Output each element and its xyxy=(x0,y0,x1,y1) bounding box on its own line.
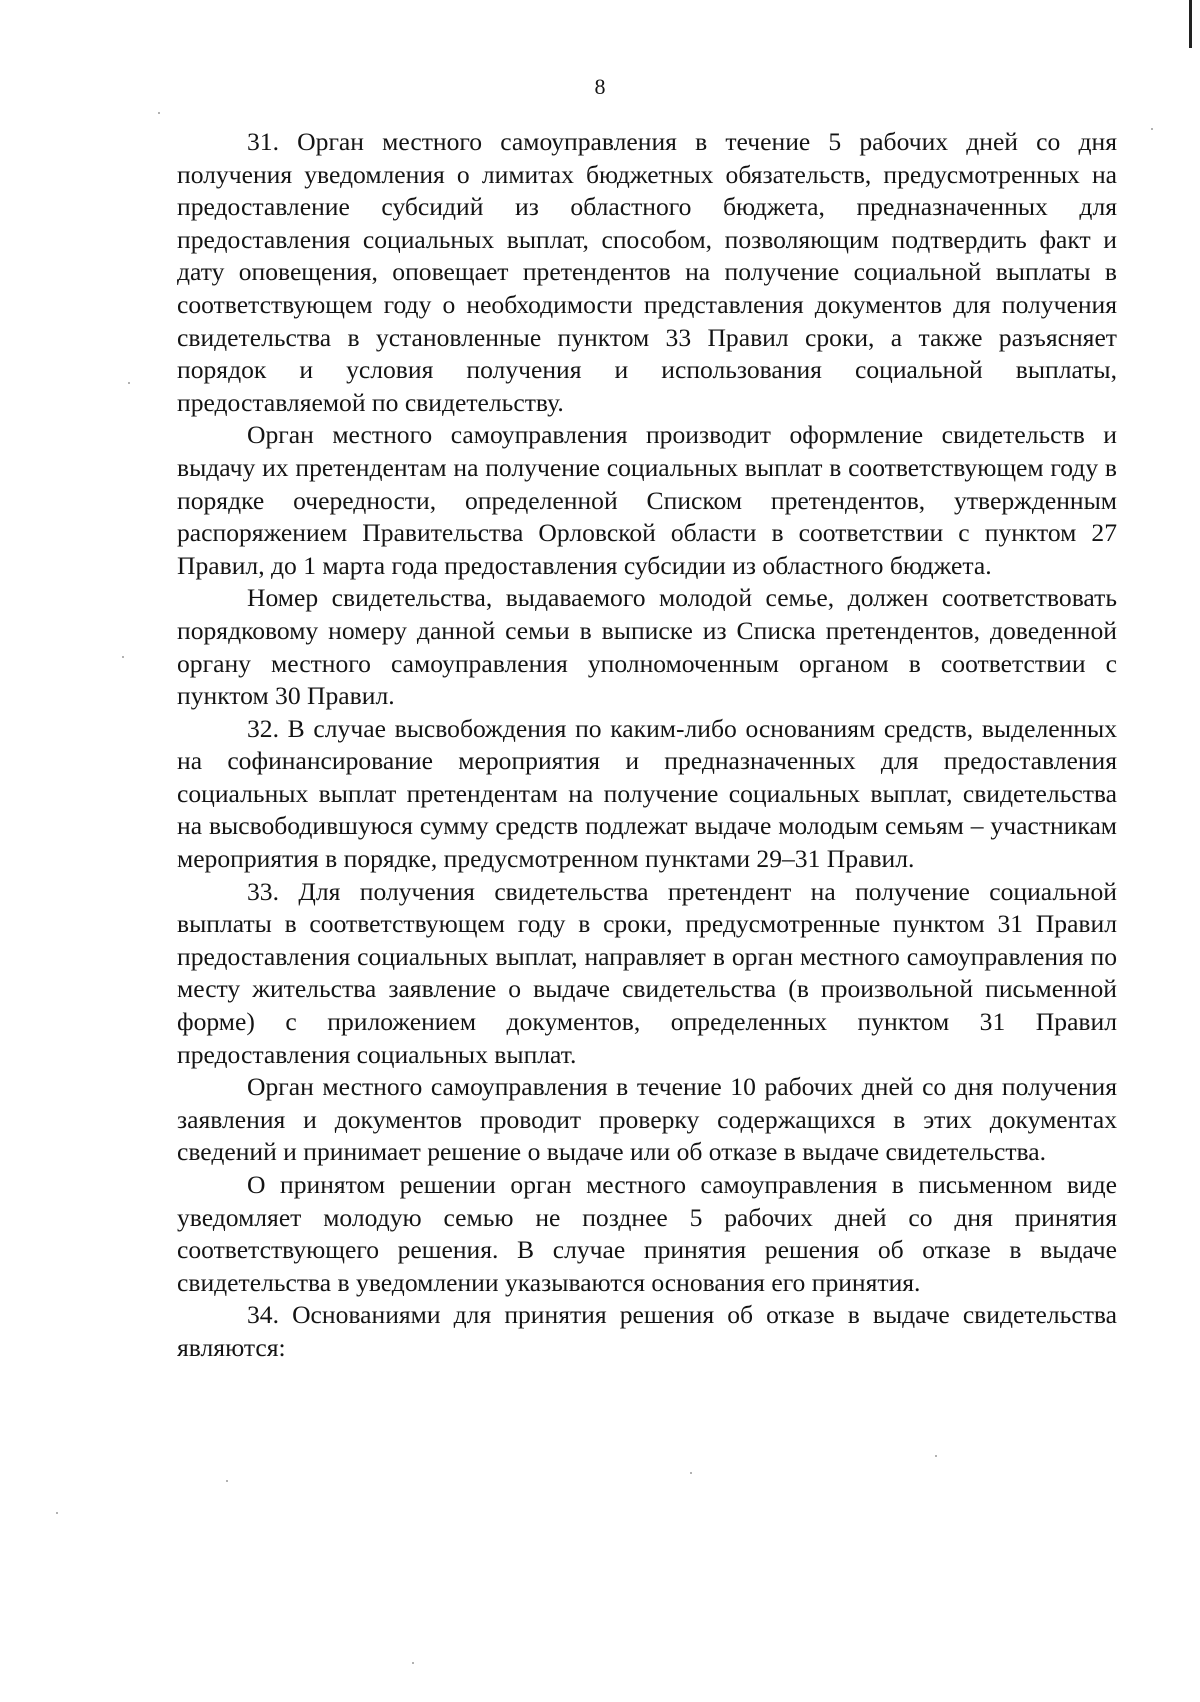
document-body xyxy=(177,126,1117,1365)
scan-speck xyxy=(122,656,124,658)
paragraph-33-notification: О принятом решении орган местного самоуправления в письменном виде уведомляет молодую семью не позднее 5 рабочих дней со дня принятия соответствующего решения. В случае принятия решения об отказе в выдаче свидетельства в уведомлении указываются основания его принятия. xyxy=(177,1170,1117,1297)
paragraph-31-number: Номер свидетельства, выдаваемого молодой семье, должен соответствовать порядковому номеру данной семьи в выписке из Списка претендентов, доведенной органу местного самоуправления уполномоченным органом в соответствии с пунктом 30 Правил. xyxy=(177,583,1117,711)
paragraph-33-review: Орган местного самоуправления в течение 10 рабочих дней со дня получения заявления и документов проводит проверку содержащихся в этих документах сведений и принимает решение о выдаче или об отказе в выдаче свидетельства. xyxy=(177,1072,1117,1167)
scan-speck xyxy=(158,112,160,114)
paragraph-31-issuance: Орган местного самоуправления производит оформление свидетельств и выдачу их претендентам на получение социальных выплат в соответствующем году в порядке очередности, определенной Списком претендентов, утвержденным распоряжением Правительства Орловской области в соответствии с пунктом 27 Правил, до 1 марта года предоставления субсидии из областного бюджета. xyxy=(177,420,1117,580)
scan-speck xyxy=(226,1480,228,1482)
paragraph-32: 32. В случае высвобождения по каким-либо основаниям средств, выделенных на софинансирование мероприятия и предназначенных для предоставления социальных выплат претендентам на получение социальных выплат, свидетельства на высвободившуюся сумму средств подлежат выдаче молодым семьям – участникам мероприятия в порядке, предусмотренном пунктами 29–31 Правил. xyxy=(177,713,1117,874)
scan-speck xyxy=(412,1662,414,1664)
scan-speck xyxy=(1151,128,1153,130)
scan-edge-mark xyxy=(1189,0,1192,48)
scan-speck xyxy=(690,1472,692,1474)
scan-speck xyxy=(935,1455,937,1457)
page-number: 8 xyxy=(594,74,606,99)
paragraph-33: 33. Для получения свидетельства претендент на получение социальной выплаты в соответствующем году в сроки, предусмотренные пунктом 31 Правил предоставления социальных выплат, направляет в орган местного самоуправления по месту жительства заявление о выдаче свидетельства (в произвольной письменной форме) с приложением документов, определенных пунктом 31 Правил предоставления социальных выплат. xyxy=(177,876,1117,1069)
scan-speck xyxy=(128,382,130,384)
paragraph-31: 31. Орган местного самоуправления в течение 5 рабочих дней со дня получения уведомления о лимитах бюджетных обязательств, предусмотренных на предоставление субсидий из областного бюджета, предназначенных для предоставления социальных выплат, способом, позволяющим подтвердить факт и дату оповещения, оповещает претендентов на получение социальной выплаты в соответствующем году о необходимости представления документов для получения свидетельства в установленные пунктом 33 Правил сроки, а также разъясняет порядок и условия получения и использования социальной выплаты, предоставляемой по свидетельству. xyxy=(177,127,1117,417)
scan-speck xyxy=(56,1512,58,1514)
paragraph-34: 34. Основаниями для принятия решения об отказе в выдаче свидетельства являются: xyxy=(177,1300,1117,1362)
